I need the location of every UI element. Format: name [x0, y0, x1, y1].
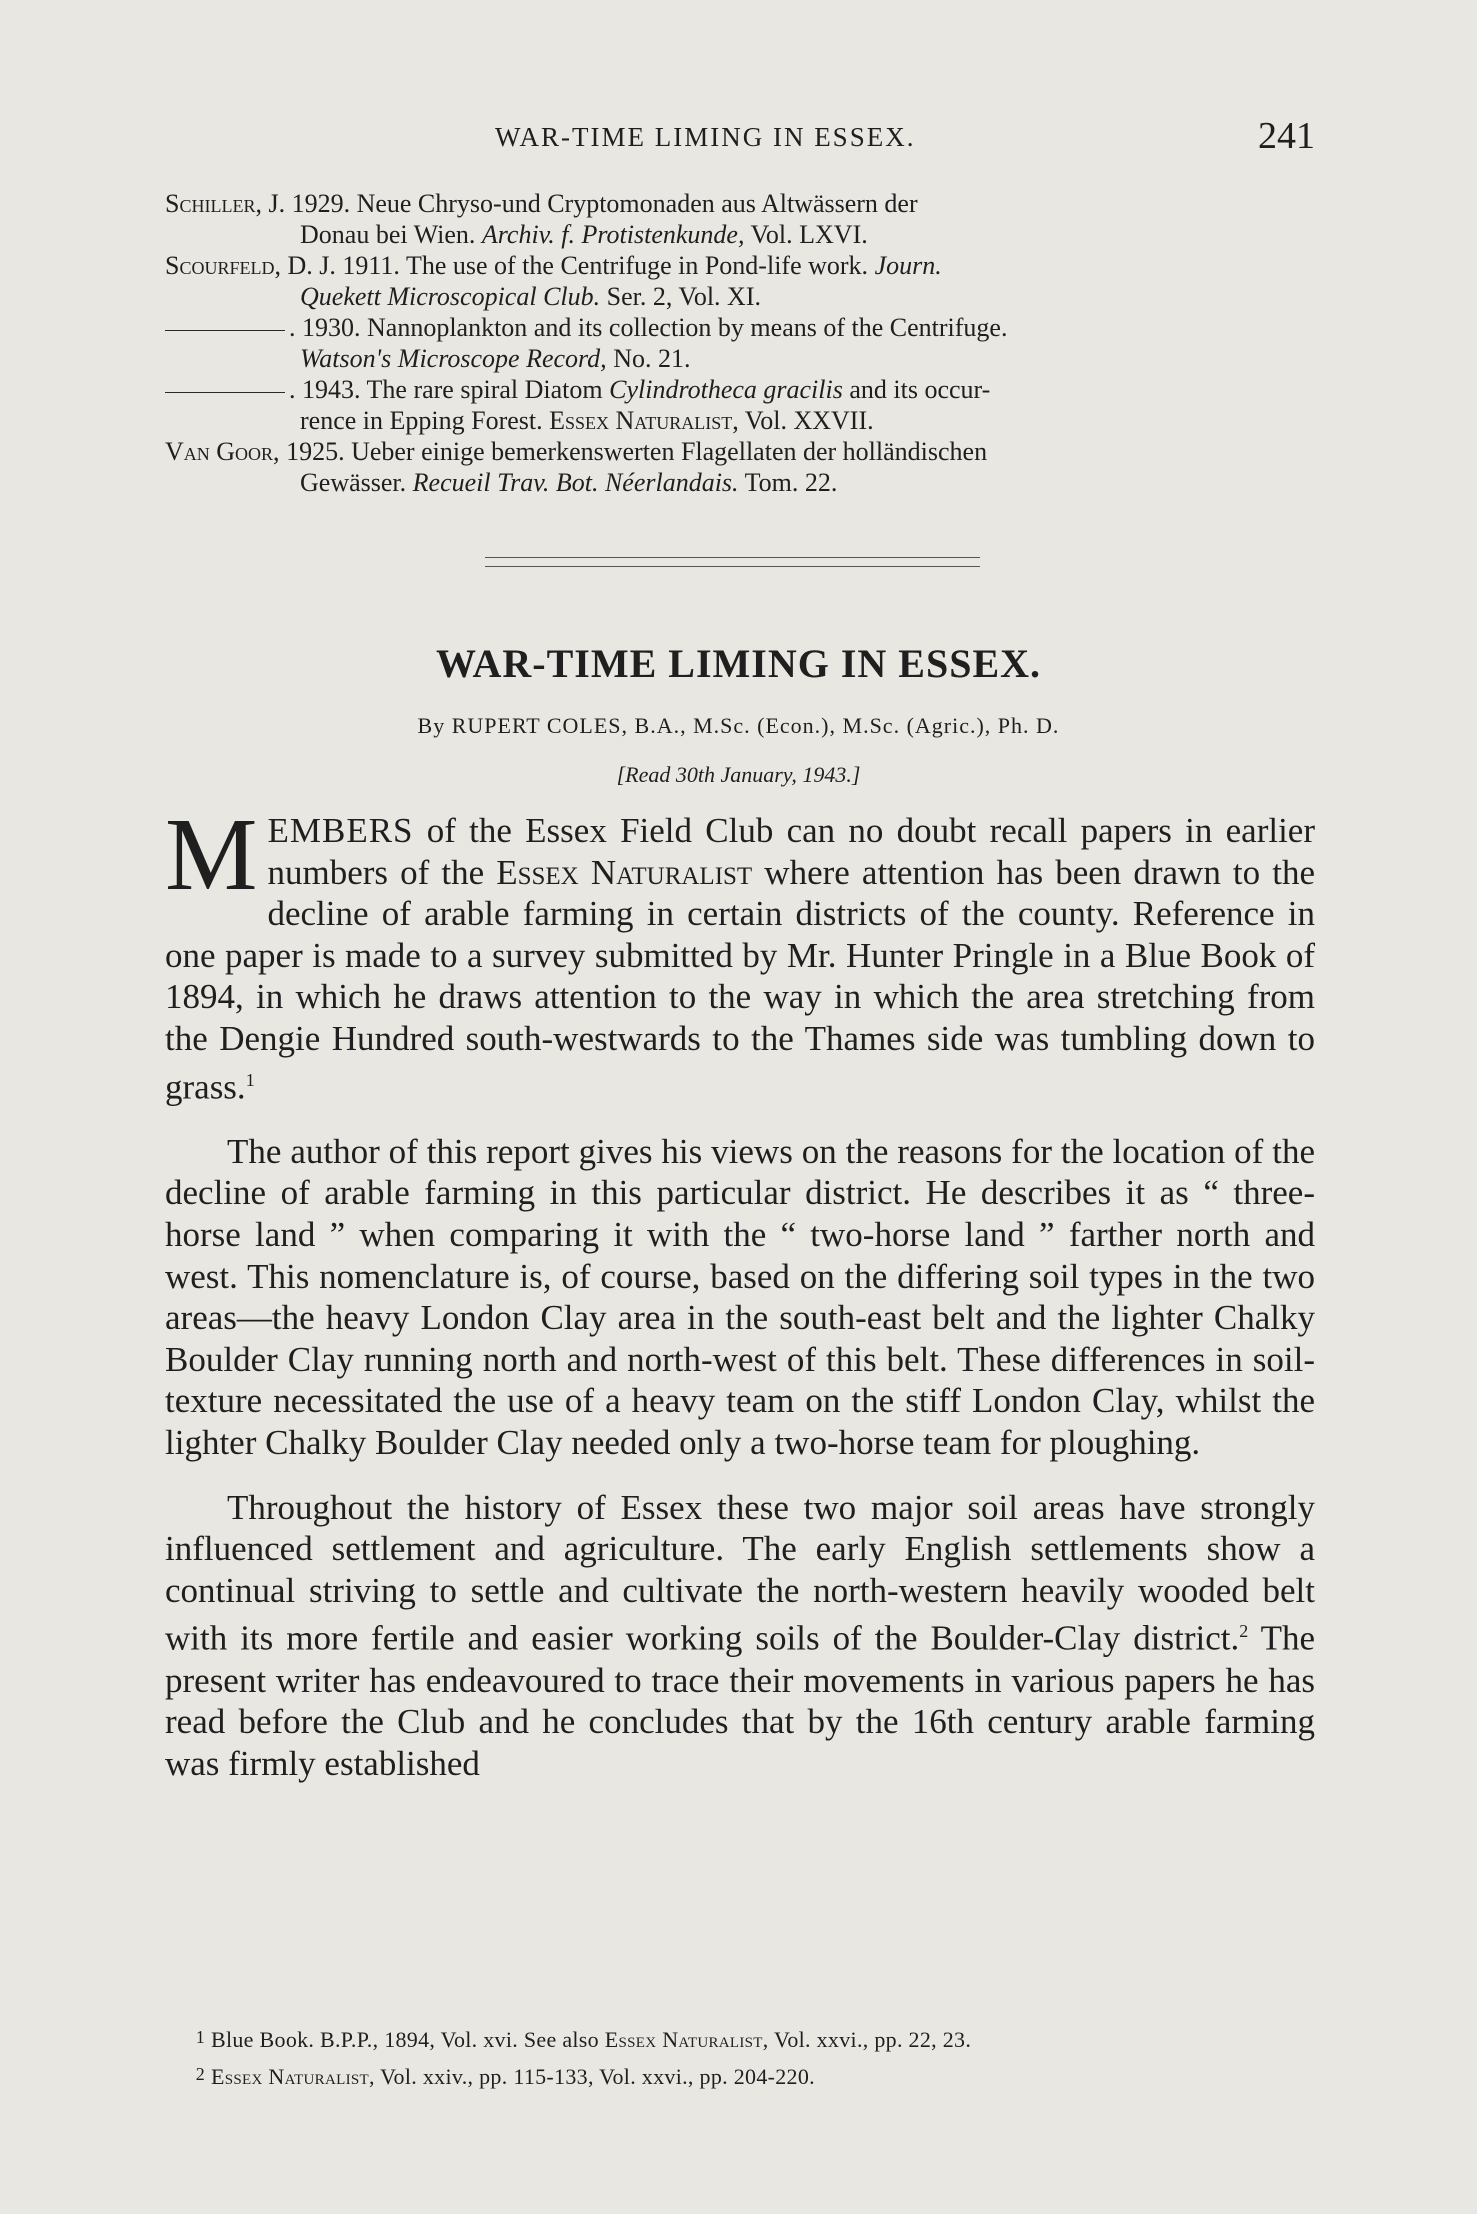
reference-text: Vol. LXVI. [744, 220, 868, 249]
reference-text: rence in Epping Forest. [300, 406, 550, 435]
reference-text: Tom. 22. [738, 468, 838, 497]
paragraph-text: of the Essex Field Club can no doubt recall papers in earlier numbers of the [267, 811, 1315, 892]
reference-text: Gewässer. [300, 468, 413, 497]
reference-text: . 1943. The rare spiral Diatom [289, 375, 610, 404]
running-head [165, 115, 1315, 158]
footnote-marker: 1 [245, 1069, 255, 1090]
ditto-dash [165, 392, 285, 393]
article-byline: By RUPERT COLES, B.A., M.Sc. (Econ.), M.Sc. (Agric.), Ph. D. [417, 713, 1060, 738]
article-title: WAR-TIME LIMING IN ESSEX. [435, 641, 1042, 686]
reference-journal: Essex Naturalist, [549, 406, 739, 435]
reference-journal: Watson's Microscope Record, [300, 344, 607, 373]
footnotes [165, 2024, 1315, 2098]
footnote-number: 2 [195, 2064, 205, 2084]
footnote [165, 2024, 1315, 2053]
reference-journal: Journ. [874, 251, 942, 280]
drop-cap: M [165, 797, 258, 912]
reference-text: 1911. The use of the Centrifuge in Pond-life work. [335, 251, 875, 280]
ditto-dash [165, 330, 285, 331]
species-name: Cylindrotheca gracilis [609, 375, 843, 404]
section-divider [485, 557, 980, 567]
reference-text: Vol. XXVII. [738, 406, 874, 435]
reference-text: No. 21. [606, 344, 691, 373]
running-title: WAR-TIME LIMING IN ESSEX. [495, 122, 916, 152]
reference-entry [165, 374, 1315, 436]
reference-text: Donau bei Wien. [300, 220, 482, 249]
paragraph [165, 797, 1316, 1108]
reference-entry [165, 436, 1315, 498]
reference-author: Scourfeld, D. J. [165, 251, 336, 280]
reference-journal: Recueil Trav. Bot. Néerlandais. [412, 468, 739, 497]
reference-journal: Quekett Microscopical Club. [300, 282, 601, 311]
reference-list [165, 188, 1315, 498]
paragraph-text: EMBERS [267, 811, 414, 850]
paragraph [165, 1487, 1315, 1785]
paragraph-text: Throughout the history of Essex these two major soil areas have strongly influenced settlement and agriculture. The early English settlements show a continual striving to settle and cultivate the north-western heavily wooded belt with its more fertile and easier working soils of the Boulder-Clay district. [165, 1487, 1315, 1658]
page-number: 241 [1258, 115, 1315, 157]
footnote-text: Vol. xxvi., pp. 22, 23. [768, 2027, 972, 2052]
reference-text: 1925. Ueber einige bemerkenswerten Flagellaten der holländischen [279, 437, 988, 466]
footnote-number: 1 [195, 2027, 205, 2047]
footnote-text: Blue Book. B.P.P., 1894, Vol. xvi. See also [211, 2027, 605, 2052]
article-body [165, 797, 1316, 1807]
reference-text: Ser. 2, Vol. XI. [600, 282, 761, 311]
reference-journal: Archiv. f. Protistenkunde, [481, 220, 745, 249]
reference-text: . 1930. Nannoplankton and its collection by means of the Centrifuge. [289, 313, 1008, 342]
reference-entry [165, 312, 1315, 374]
reference-text: 1929. Neue Chryso-und Cryptomonaden aus Altwässern der [285, 189, 918, 218]
reference-author: Van Goor, [165, 437, 280, 466]
reference-author: Schiller, J. [165, 189, 286, 218]
paragraph: The author of this report gives his views on the reasons for the location of the decline of arable farming in this particular district. He describes it as “ three-horse land ” when comparing it with the “ two-horse land ” farther north and west. This nomenclature is, of course, based on the differing soil types in the two areas—the heavy London Clay area in the south-east belt and the lighter Chalky Boulder Clay running north and north-west of this belt. These differences in soil-texture necessitated the use of a heavy team on the stiff London Clay, whilst the lighter Chalky Boulder Clay needed only a two-horse team for ploughing. [165, 1131, 1315, 1462]
footnote-text: Vol. xxiv., pp. 115-133, Vol. xxvi., pp. 204-220. [374, 2064, 815, 2089]
reference-entry [165, 188, 1315, 250]
paragraph-text: where attention has been drawn to the decline of arable farming in certain districts of the county. Reference in one paper is made to a survey submitted by Mr. Hunter Pringle in a Blue Book of 1894, in which he draws attention to the way in which the area stretching from the Dengie Hundred south-westwards to the Thames side was tumbling down to grass. [165, 852, 1316, 1107]
footnote [165, 2061, 1315, 2090]
reference-text: and its occur- [842, 375, 991, 404]
journal-name: Essex Naturalist, [211, 2064, 375, 2089]
reference-entry [165, 250, 1315, 312]
paragraph-text: The present writer has endeavoured to trace their movements in various papers he has read before the Club and he concludes that by the 16th century arable farming was firmly established [165, 1619, 1315, 1783]
read-date-note: [Read 30th January, 1943.] [616, 762, 861, 787]
footnote-marker: 2 [1239, 1621, 1249, 1642]
journal-name: Essex Naturalist [496, 852, 753, 892]
journal-name: Essex Naturalist, [604, 2027, 769, 2052]
